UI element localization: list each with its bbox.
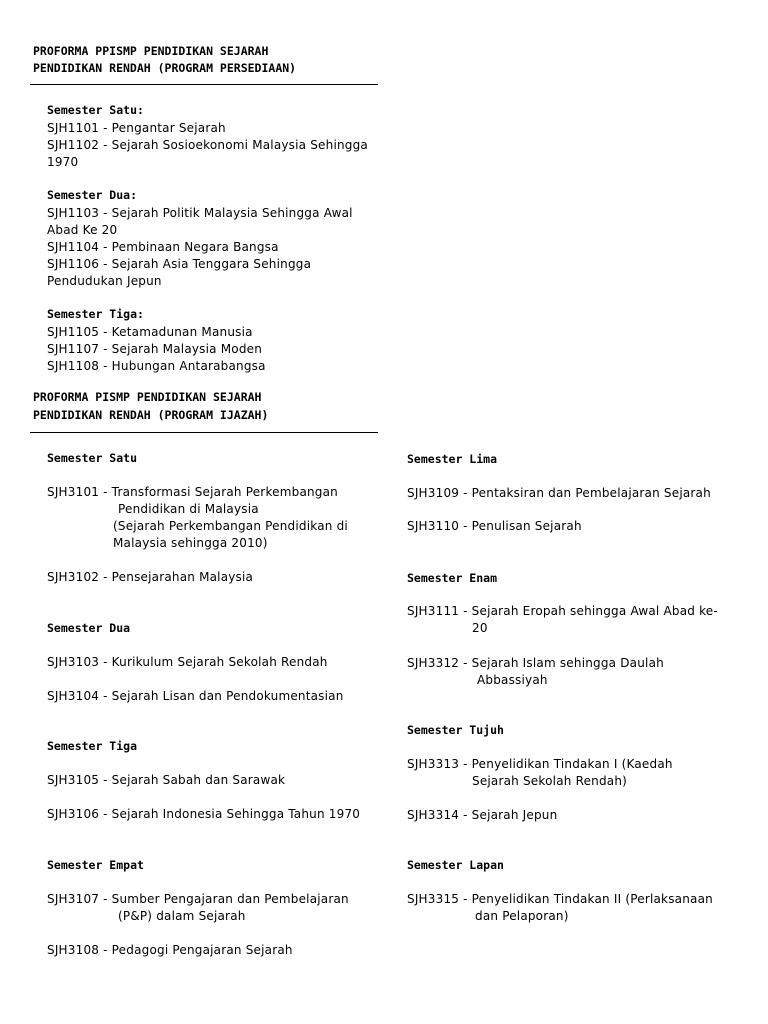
semester-heading: Semester Tiga xyxy=(47,739,138,753)
course-line: SJH3101 - Transformasi Sejarah Perkembangan xyxy=(47,485,338,499)
course-line: (Sejarah Perkembangan Pendidikan di xyxy=(113,519,348,533)
course-line: Abbassiyah xyxy=(477,673,548,687)
course-line: Pendudukan Jepun xyxy=(47,274,162,288)
course-line: SJH3106 - Sejarah Indonesia Sehingga Tahun 1970 xyxy=(47,807,361,821)
course-line: SJH3111 - Sejarah Eropah sehingga Awal Abad ke- xyxy=(407,604,718,618)
course-line: SJH1108 - Hubungan Antarabangsa xyxy=(47,359,266,373)
course-line: SJH1104 - Pembinaan Negara Bangsa xyxy=(47,240,279,254)
course-line: SJH3314 - Sejarah Jepun xyxy=(407,808,558,822)
course-line: Malaysia sehingga 2010) xyxy=(113,536,268,550)
course-line: (P&P) dalam Sejarah xyxy=(118,909,246,923)
course-line: SJH3110 - Penulisan Sejarah xyxy=(407,519,582,533)
course-line: SJH3313 - Penyelidikan Tindakan I (Kaedah xyxy=(407,757,673,771)
semester-heading: Semester Dua xyxy=(47,621,131,635)
semester-heading: Semester Tujuh xyxy=(407,723,504,737)
semester-heading: Semester Satu: xyxy=(47,103,144,117)
course-line: SJH3312 - Sejarah Islam sehingga Daulah xyxy=(407,656,664,670)
course-line: SJH1102 - Sejarah Sosioekonomi Malaysia Sehingga xyxy=(47,138,368,152)
section-subtitle-pismp: PENDIDIKAN RENDAH (PROGRAM IJAZAH) xyxy=(33,408,269,422)
section-title-ppismp: PROFORMA PPISMP PENDIDIKAN SEJARAH xyxy=(33,44,269,58)
course-line: 1970 xyxy=(47,155,79,169)
course-line: 20 xyxy=(472,621,488,635)
semester-heading: Semester Lapan xyxy=(407,858,504,872)
course-line: SJH1103 - Sejarah Politik Malaysia Sehingga Awal xyxy=(47,206,353,220)
semester-heading: Semester Satu xyxy=(47,451,138,465)
section-divider xyxy=(30,84,378,85)
course-line: SJH3104 - Sejarah Lisan dan Pendokumentasian xyxy=(47,689,344,703)
course-line: SJH1107 - Sejarah Malaysia Moden xyxy=(47,342,263,356)
section-title-pismp: PROFORMA PISMP PENDIDIKAN SEJARAH xyxy=(33,390,262,404)
section-subtitle-ppismp: PENDIDIKAN RENDAH (PROGRAM PERSEDIAAN) xyxy=(33,61,297,75)
course-line: SJH1101 - Pengantar Sejarah xyxy=(47,121,226,135)
course-line: SJH3315 - Penyelidikan Tindakan II (Perlaksanaan xyxy=(407,892,713,906)
semester-heading: Semester Enam xyxy=(407,571,498,585)
course-line: SJH3105 - Sejarah Sabah dan Sarawak xyxy=(47,773,286,787)
course-line: dan Pelaporan) xyxy=(475,909,569,923)
semester-heading: Semester Tiga: xyxy=(47,307,144,321)
course-line: SJH3102 - Pensejarahan Malaysia xyxy=(47,570,254,584)
semester-heading: Semester Lima xyxy=(407,452,498,466)
course-line: Sejarah Sekolah Rendah) xyxy=(472,774,628,788)
course-line: SJH3109 - Pentaksiran dan Pembelajaran Sejarah xyxy=(407,486,711,500)
course-line: Abad Ke 20 xyxy=(47,223,118,237)
course-line: SJH3108 - Pedagogi Pengajaran Sejarah xyxy=(47,943,293,957)
semester-heading: Semester Dua: xyxy=(47,188,138,202)
course-line: Pendidikan di Malaysia xyxy=(118,502,259,516)
section-divider xyxy=(30,432,378,433)
semester-heading: Semester Empat xyxy=(47,858,144,872)
course-line: SJH3107 - Sumber Pengajaran dan Pembelajaran xyxy=(47,892,349,906)
course-line: SJH1105 - Ketamadunan Manusia xyxy=(47,325,253,339)
course-line: SJH1106 - Sejarah Asia Tenggara Sehingga xyxy=(47,257,312,271)
course-line: SJH3103 - Kurikulum Sejarah Sekolah Rendah xyxy=(47,655,328,669)
